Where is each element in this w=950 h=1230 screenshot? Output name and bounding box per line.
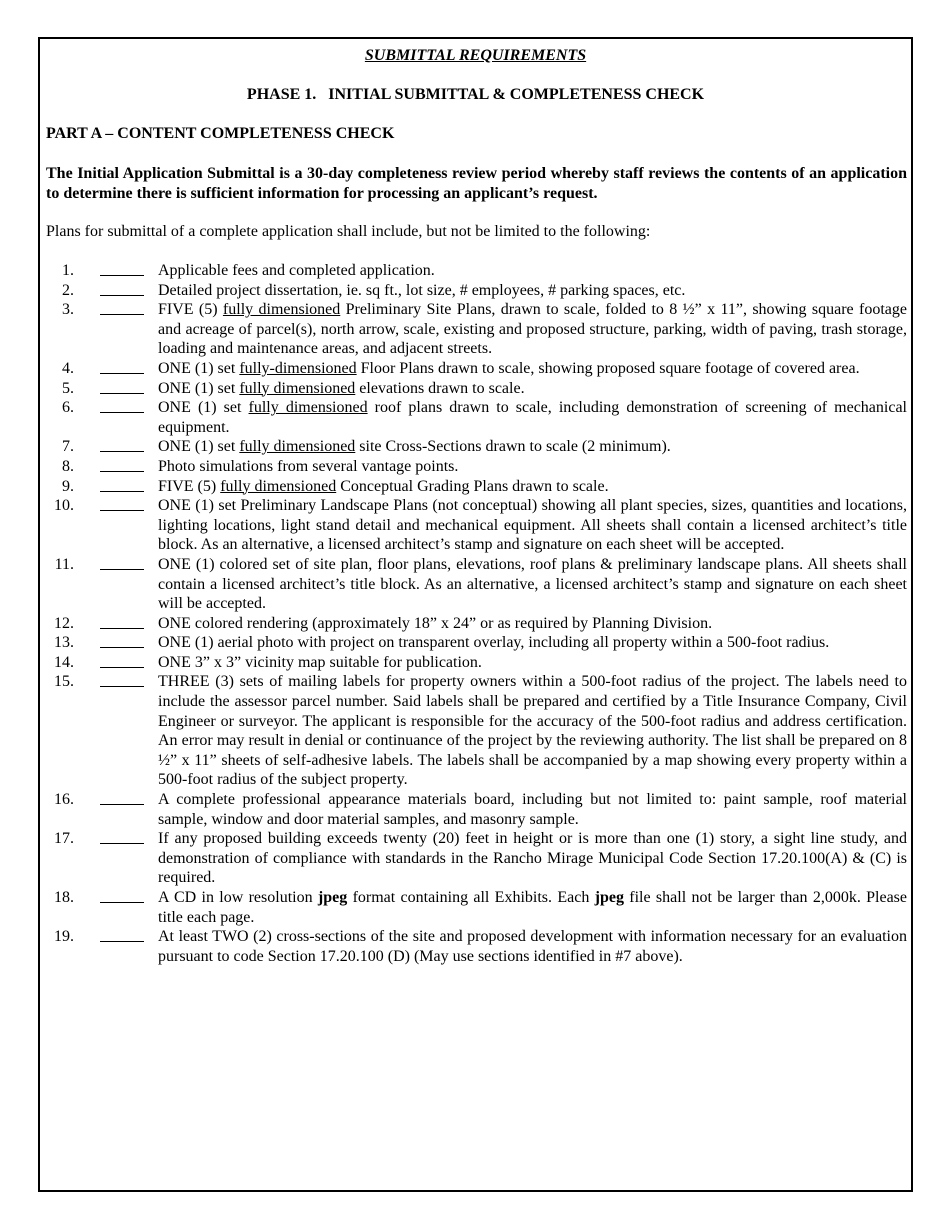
item-number: 19. [54,928,74,946]
text-segment: Applicable fees and completed application. [158,262,435,279]
item-number: 17. [54,830,74,848]
item-text [158,633,907,653]
text-segment: format containing all Exhibits. Each [347,889,595,906]
item-text [158,379,907,399]
page-title: SUBMITTAL REQUIREMENTS [364,47,587,64]
item-number: 4. [62,359,74,377]
lead-sentence: Plans for submittal of a complete application shall include, but not be limited to the following: [46,223,651,240]
item-number: 10. [54,497,74,515]
text-segment: file shall not be larger than 2,000k. Please title each page. [158,889,908,926]
list-item [40,261,907,281]
list-item [40,496,907,555]
item-number: 3. [62,301,74,319]
item-number: 16. [54,791,74,809]
checklist-blank [100,510,144,511]
item-text [158,359,907,379]
text-segment: FIVE (5) [158,477,221,495]
text-segment: Photo simulations from several vantage points. [158,457,459,475]
item-number: 5. [62,379,74,397]
text-segment: roof plans drawn to scale, including demonstration of screening of mechanical equipment. [158,399,908,436]
checklist-blank [100,451,144,452]
text-segment: A complete professional appearance materials board, including but not limited to: paint sample, roof material sample, window and door material samples, and masonry sample. [158,791,907,828]
checklist-blank [100,667,144,668]
item-number: 9. [62,477,74,495]
item-text [158,457,907,477]
list-item [40,555,907,614]
checklist-blank [100,902,144,903]
checklist-blank [100,412,144,413]
text-segment: A CD in low resolution [158,889,318,906]
checklist-blank [100,314,144,315]
checklist-blank [100,941,144,942]
item-text [158,927,907,966]
list-item [40,300,907,359]
item-text [158,614,907,634]
list-item [40,888,907,927]
text-segment: ONE (1) set [158,359,240,377]
list-item [40,653,907,673]
item-number: 12. [54,614,74,632]
list-item [40,457,907,477]
part-a-heading: PART A – CONTENT COMPLETENESS CHECK [46,125,395,142]
text-segment: ONE (1) set [158,399,249,417]
underlined-text: fully dimensioned [222,301,341,319]
text-segment: ONE (1) colored set of site plan, floor plans, elevations, roof plans & preliminary landscape plans. All sheets shall contain a licensed architect’s title block. As an alternative, a licensed architect’s stamp and signature on each sheet will be accepted. [158,555,907,613]
list-item [40,477,907,497]
text-segment: ONE (1) aerial photo with project on transparent overlay, including all property within a 500-foot radius. [158,634,830,652]
item-number: 18. [54,889,74,906]
checklist-blank [100,804,144,805]
requirements-list [40,261,907,966]
list-item [40,672,907,790]
list-item [40,437,907,457]
intro-paragraph: The Initial Application Submittal is a 30-day completeness review period whereby staff reviews the contents of an application to determine there is sufficient information for processing an applicant’s request. [46,165,907,202]
checklist-blank [100,491,144,492]
text-segment: site Cross-Sections drawn to scale (2 minimum). [355,438,671,456]
item-number: 15. [54,673,74,691]
phase-heading: PHASE 1. INITIAL SUBMITTAL & COMPLETENESS CHECK [246,86,705,103]
underlined-text: fully dimensioned [220,477,337,495]
text-segment: elevations drawn to scale. [355,379,525,397]
list-item [40,281,907,301]
text-segment: ONE colored rendering (approximately 18” x 24” or as required by Planning Division. [158,614,713,632]
text-segment: Detailed project dissertation, ie. sq ft., lot size, # employees, # parking spaces, etc. [158,281,686,299]
text-segment: THREE (3) sets of mailing labels for property owners within a 500-foot radius of the project. The labels need to include the assessor parcel number. Said labels shall be prepared and certified by a Title Insurance Company, Civil Engineer or surveyor. The applicant is responsible for the accuracy of the 500-foot radius and address certification. An error may result in denial or continuance of the project by the reviewing authority. The list shall be prepared on 8 ½” x 11” sheets of self-adhesive labels. The labels shall be accompanied by a map showing every property within a 500-foot radius of the subject property. [158,673,907,789]
item-number: 2. [62,281,74,299]
checklist-blank [100,275,144,276]
checklist-blank [100,471,144,472]
underlined-text: fully dimensioned [239,438,356,456]
checklist-blank [100,295,144,296]
item-text [158,790,907,829]
list-item [40,927,907,966]
item-text [158,437,907,457]
text-segment: FIVE (5) [158,301,223,319]
text-segment: At least TWO (2) cross-sections of the site and proposed development with information necessary for an evaluation pursuant to code Section 17.20.100 (D) (May use sections identified in #7 above). [158,928,907,965]
text-segment: ONE (1) set Preliminary Landscape Plans (not conceptual) showing all plant species, sizes, quantities and locations, lighting locations, light stand detail and mechanical equipment. All sheets shall contain a licensed architect’s title block. As an alternative, a licensed architect’s stamp and signature on each sheet will be accepted. [158,497,907,554]
checklist-blank [100,686,144,687]
item-number: 8. [62,457,74,475]
list-item [40,379,907,399]
text-segment: Preliminary Site Plans, drawn to scale, folded to 8 ½” x 11”, showing square footage and acreage of parcel(s), north arrow, scale, existing and proposed structure, parking, width of paving, trash storage, loading and maintenance areas, and adjacent streets. [158,301,907,358]
item-text [158,888,907,927]
item-text [158,300,907,359]
checklist-blank [100,569,144,570]
item-number: 14. [54,653,74,671]
checklist-blank [100,647,144,648]
item-text [158,829,907,888]
item-text [158,672,907,790]
bold-text: jpeg [594,889,624,906]
underlined-text: fully dimensioned [239,379,356,397]
item-number: 6. [62,399,74,417]
text-segment: ONE (1) set [158,379,240,397]
list-item [40,790,907,829]
item-number: 7. [62,438,74,456]
item-text [158,477,907,497]
item-text [158,281,907,301]
text-segment: Conceptual Grading Plans drawn to scale. [336,477,609,495]
list-item [40,829,907,888]
item-text [158,653,907,673]
text-segment: If any proposed building exceeds twenty (20) feet in height or is more than one (1) story, a sight line study, and demonstration of compliance with standards in the Rancho Mirage Municipal Code Section 17.20.100(A) & (C) is required. [158,830,907,887]
text-segment: Floor Plans drawn to scale, showing proposed square footage of covered area. [356,359,860,377]
item-number: 13. [54,634,74,652]
list-item [40,633,907,653]
checklist-blank [100,393,144,394]
list-item [40,614,907,634]
item-text [158,555,907,614]
text-segment: ONE (1) set [158,438,240,456]
underlined-text: fully dimensioned [248,399,368,417]
page-frame [38,37,913,1192]
item-number: 11. [54,555,74,573]
checklist-blank [100,628,144,629]
item-text [158,261,907,281]
text-segment: ONE 3” x 3” vicinity map suitable for publication. [158,653,482,671]
checklist-blank [100,373,144,374]
item-number: 1. [62,262,74,279]
item-text [158,496,907,555]
item-text [158,398,907,437]
checklist-blank [100,843,144,844]
underlined-text: fully-dimensioned [239,359,357,377]
bold-text: jpeg [317,889,348,906]
list-item [40,359,907,379]
list-item [40,398,907,437]
